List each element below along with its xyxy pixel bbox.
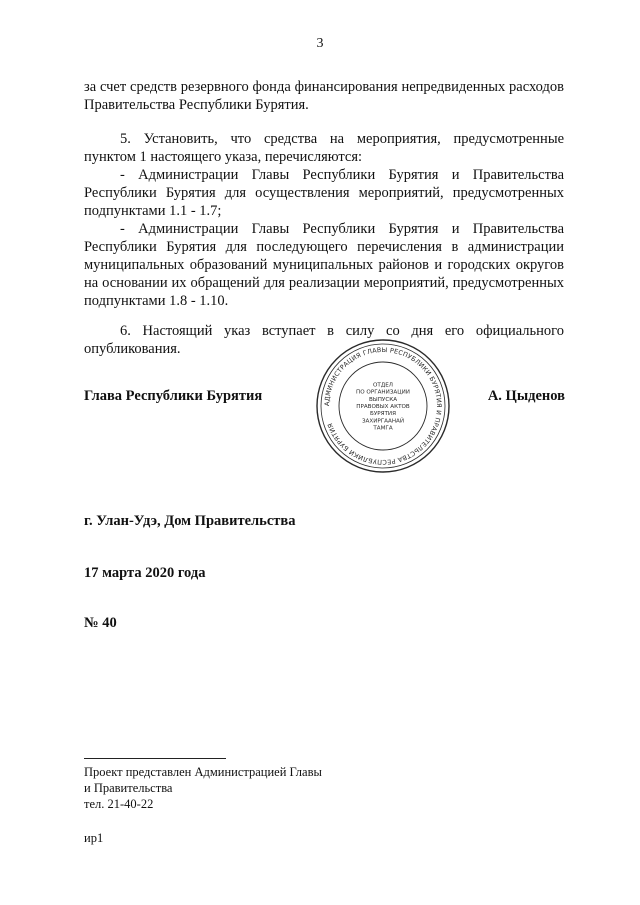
footer-phone: тел. 21-40-22 [84,797,154,811]
place-of-signing: г. Улан-Удэ, Дом Правительства [84,513,296,529]
signatory-position: Глава Республики Бурятия [84,388,263,404]
signing-date: 17 марта 2020 года [84,565,206,581]
seal-center-line: ПО ОРГАНИЗАЦИИ [356,389,410,396]
seal-center-line: ПРАВОВЫХ АКТОВ [356,404,410,410]
footer-divider [84,758,226,759]
seal-center-text [356,382,410,431]
seal-center-line: ТАМГА [373,425,393,432]
footer-document-code: ир1 [84,831,104,845]
seal-ring-text: АДМИНИСТРАЦИЯ ГЛАВЫ РЕСПУБЛИКИ БУРЯТИЯ И ПРАВИТЕЛЬСТВА РЕСПУБЛИКИ БУРЯТИЯ [322,345,444,467]
paragraph-5-intro: 5. Установить, что средства на мероприятия, предусмотренные пунктом 1 настоящего указа, перечисляются: [84,131,564,165]
seal-center-line: ЗАХИРГААНАЙ [361,418,405,425]
decree-number: № 40 [84,615,117,631]
page-number: 3 [316,36,324,51]
paragraph-5-item-2: - Администрации Главы Республики Бурятия и Правительства Республики Бурятия для последующего перечисления в администрации муниципальных образований муниципальных районов и городских округов на основании их обращений для реализации мероприятий, предусмотренных подпунктами 1.8 - 1.10. [84,221,564,309]
paragraph-6: 6. Настоящий указ вступает в силу со дня его официального опубликования. [84,323,564,357]
paragraph-5-item-1: - Администрации Главы Республики Бурятия и Правительства Республики Бурятия для осуществления мероприятий, предусмотренных подпунктами 1.1 - 1.7; [84,167,564,219]
footer-submitted-by-line-2: и Правительства [84,781,173,795]
seal-center-line: БУРЯТИЯ [370,411,396,418]
paragraph-continuation: за счет средств резервного фонда финансирования непредвиденных расходов Правительства Республики Бурятия. [84,79,564,113]
signatory-name: А. Цыденов [487,388,565,404]
footer-submitted-by-line-1: Проект представлен Администрацией Главы [84,765,322,779]
seal-center-line: ОТДЕЛ [373,382,393,389]
official-seal [313,336,453,476]
seal-center-line: ВЫПУСКА [368,396,398,403]
